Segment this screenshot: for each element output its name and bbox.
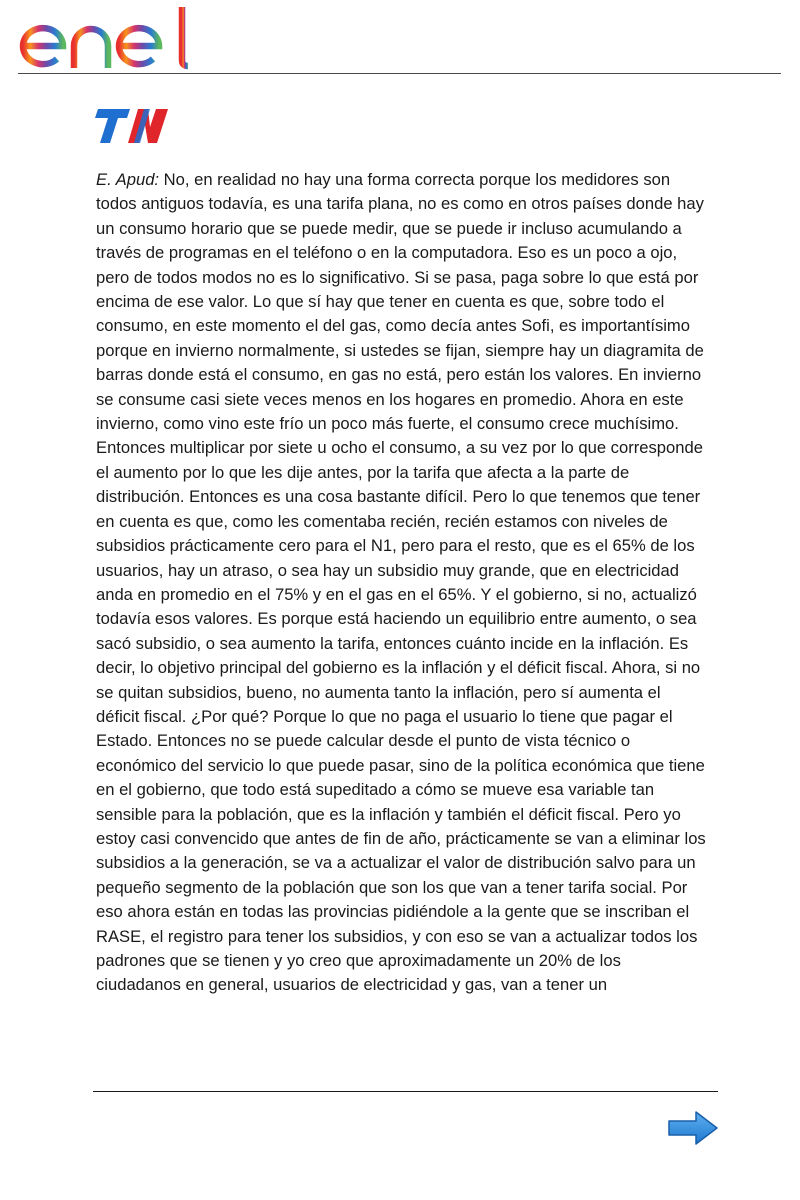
transcript-paragraph	[96, 168, 706, 998]
speaker-answer: No, en realidad no hay una forma correcta porque los medidores son todos antiguos todavía, es una tarifa plana, no es como en otros países donde hay un consumo horario que se puede medir, que se puede ir incluso acumulando a través de programas en el teléfono o en la computadora. Eso es un poco a ojo, pero de todos modos no es lo significativo. Si se pasa, paga sobre lo que está por encima de ese valor. Lo que sí hay que tener en cuenta es que, sobre todo el consumo, en este momento el del gas, como decía antes Sofi, es importantísimo porque en invierno normalmente, si ustedes se fijan, siempre hay un diagramita de barras donde está el consumo, en gas no está, pero están los valores. En invierno se consume casi siete veces menos en los hogares en promedio. Ahora en este invierno, como vino este frío un poco más fuerte, el consumo crece muchísimo. Entonces multiplicar por siete u ocho el consumo, a su vez por lo que corresponde el aumento por lo que les dije antes, por la tarifa que afecta a la parte de distribución. Entonces es una cosa bastante difícil. Pero lo que tenemos que tener en cuenta es que, como les comentaba recién, recién estamos con niveles de subsidios prácticamente cero para el N1, pero para el resto, que es el 65% de los usuarios, hay un atraso, o sea hay un subsidio muy grande, que en electricidad anda en promedio en el 75% y en el gas en el 65%. Y el gobierno, si no, actualizó todavía esos valores. Es porque está haciendo un equilibrio entre aumento, o sea sacó subsidio, o sea aumento la tarifa, entonces cuánto incide en la inflación. Es decir, lo objetivo principal del gobierno es la inflación y el déficit fiscal. Ahora, si no se quitan subsidios, bueno, no aumenta tanto la inflación, pero sí aumenta el déficit fiscal. ¿Por qué? Porque lo que no paga el usuario lo tiene que pagar el Estado. Entonces no se puede calcular desde el punto de vista técnico o económico del servicio lo que puede pasar, sino de la política económica que tiene en el gobierno, que todo está supeditado a cómo se mueve esa variable tan sensible para la población, que es la inflación y también el déficit fiscal. Pero yo estoy casi convencido que antes de fin de año, prácticamente se van a eliminar los subsidios a la generación, se va a actualizar el valor de distribución salvo para un pequeño segmento de la población que son los que van a tener tarifa social. Por eso ahora están en todas las provincias pidiéndole a la gente que se inscriban el RASE, el registro para tener los subsidios, y con eso se van a actualizar todos los padrones que se tienen y yo creo que aproximadamente un 20% de los ciudadanos en general, usuarios de electricidad y gas, van a tener un	[96, 170, 706, 995]
interview-transcript	[96, 168, 706, 998]
speaker-name: E. Apud:	[96, 170, 160, 189]
header-divider	[18, 73, 781, 74]
tn-logo	[94, 105, 170, 147]
arrow-right-icon[interactable]	[666, 1109, 720, 1147]
footer-divider	[93, 1091, 718, 1092]
enel-logo	[16, 2, 192, 72]
